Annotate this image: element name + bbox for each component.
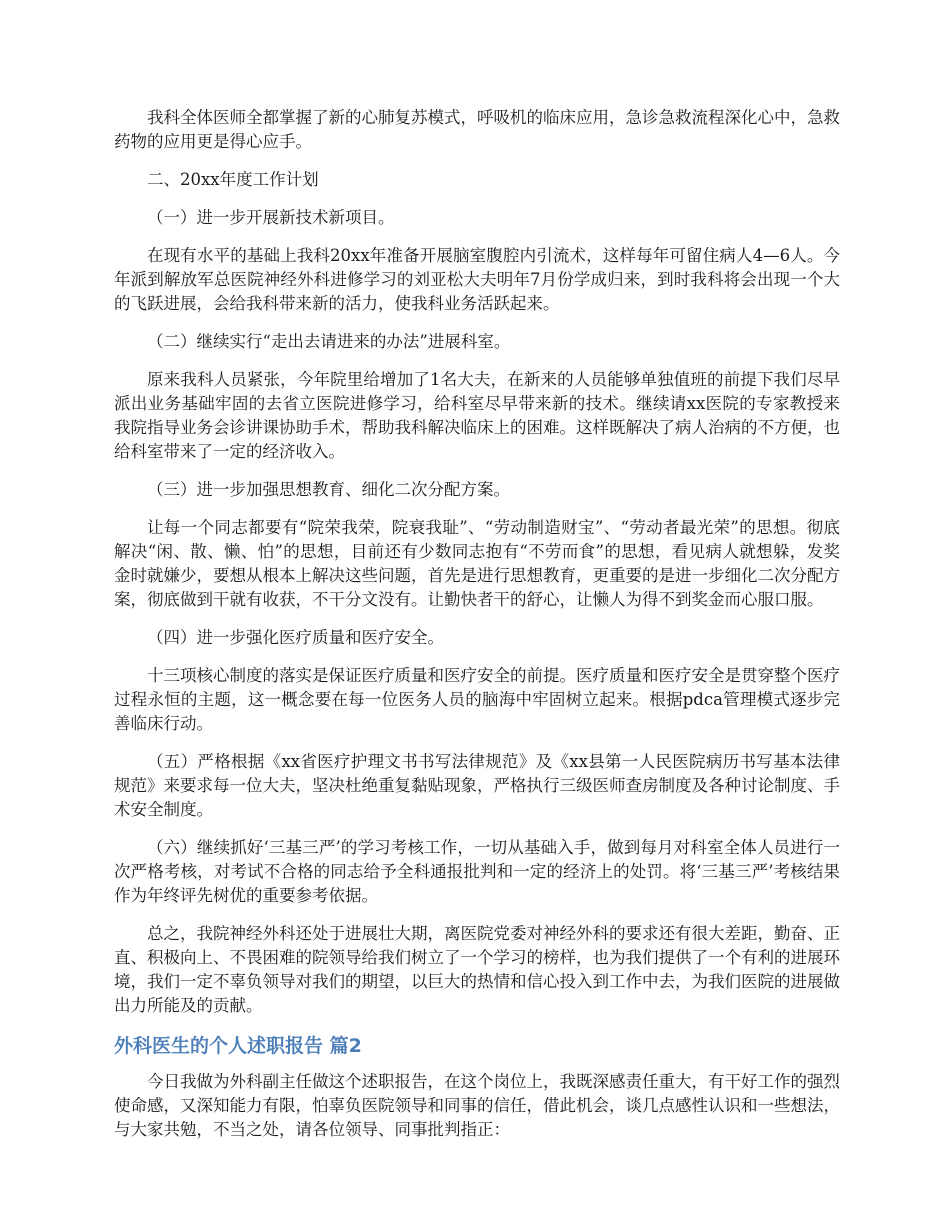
report-body-part2 (114, 1070, 840, 1142)
report-body-part1 (114, 106, 840, 1018)
paragraph: （五）严格根据《xx省医疗护理文书书写法律规范》及《xx县第一人民医院病历书写基本法律规范》来要求每一位大夫，坚决杜绝重复黏贴现象，严格执行三级医师查房制度及各种讨论制度、手术安全制度。 (114, 752, 840, 819)
paragraph: 总之，我院神经外科还处于进展壮大期，离医院党委对神经外科的要求还有很大差距，勤奋、正直、积极向上、不畏困难的院领导给我们树立了一个学习的榜样，也为我们提供了一个有利的进展环境，我们一定不辜负领导对我们的期望，以巨大的热情和信心投入到工作中去，为我们医院的进展做出力所能及的贡献。 (114, 924, 840, 1015)
paragraph: 在现有水平的基础上我科20xx年准备开展脑室腹腔内引流术，这样每年可留住病人4—6人。今年派到解放军总医院神经外科进修学习的刘亚松大夫明年7月份学成归来，到时我科将会出现一个大的飞跃进展，会给我科带来新的活力，使我科业务活跃起来。 (114, 246, 840, 313)
paragraph: 让每一个同志都要有“院荣我荣，院衰我耻”、“劳动制造财宝”、“劳动者最光荣”的思想。彻底解决“闲、散、懒、怕”的思想，目前还有少数同志抱有“不劳而食”的思想，看见病人就想躲，发奖金时就嫌少，要想从根本上解决这些问题，首先是进行思想教育，更重要的是进一步细化二次分配方案，彻底做到干就有收获，不干分文没有。让勤快者干的舒心，让懒人为得不到奖金而心服口服。 (114, 518, 840, 609)
paragraph: （六）继续抓好‘三基三严’的学习考核工作，一切从基础入手，做到每月对科室全体人员进行一次严格考核，对考试不合格的同志给予全科通报批判和一定的经济上的处罚。将‘三基三严’考核结果作为年终评先树优的重要参考依据。 (114, 838, 840, 905)
section-heading: 外科医生的个人述职报告 篇2 (114, 1035, 362, 1057)
subheading: （四）进一步强化医疗质量和医疗安全。 (147, 628, 444, 647)
paragraph: 今日我做为外科副主任做这个述职报告，在这个岗位上，我既深感责任重大，有干好工作的强烈使命感，又深知能力有限，怕辜负医院领导和同事的信任，借此机会，谈几点感性认识和一些想法，与大家共勉，不当之处，请各位领导、同事批判指正： (114, 1072, 840, 1139)
subheading: （三）进一步加强思想教育、细化二次分配方案。 (147, 480, 510, 499)
subheading: （一）进一步开展新技术新项目。 (147, 208, 395, 227)
subheading: 二、20xx年度工作计划 (147, 170, 319, 189)
paragraph: 原来我科人员紧张，今年院里给增加了1名大夫，在新来的人员能够单独值班的前提下我们尽早派出业务基础牢固的去省立医院进修学习，给科室尽早带来新的技术。继续请xx医院的专家教授来我院指导业务会诊讲课协助手术，帮助我科解决临床上的困难。这样既解决了病人治病的不方便，也给科室带来了一定的经济收入。 (114, 370, 840, 461)
paragraph: 我科全体医师全都掌握了新的心肺复苏模式，呼吸机的临床应用，急诊急救流程深化心中，急救药物的应用更是得心应手。 (114, 108, 840, 151)
document-page (114, 106, 840, 1156)
paragraph: 十三项核心制度的落实是保证医疗质量和医疗安全的前提。医疗质量和医疗安全是贯穿整个医疗过程永恒的主题，这一概念要在每一位医务人员的脑海中牢固树立起来。根据pdca管理模式逐步完善临床行动。 (114, 666, 840, 733)
subheading: （二）继续实行“走出去请进来的办法”进展科室。 (147, 332, 511, 351)
